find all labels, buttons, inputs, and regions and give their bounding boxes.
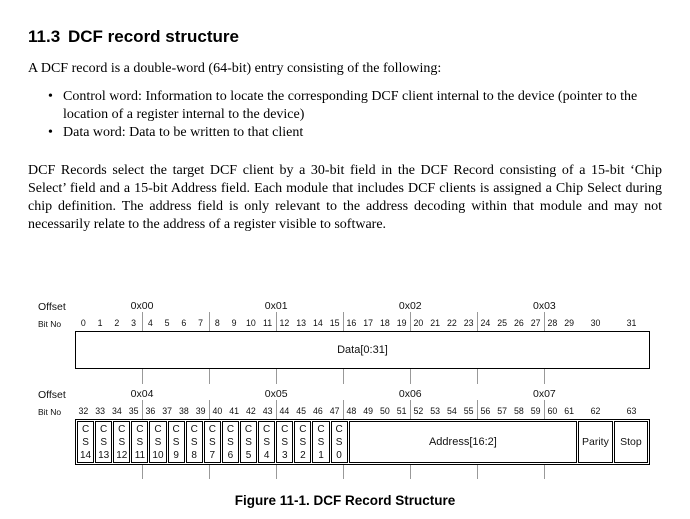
- offset-label: 0x00: [130, 300, 154, 312]
- cs-number: 11: [134, 449, 146, 461]
- cs-number: 3: [281, 449, 288, 461]
- control-word-box: [75, 419, 650, 465]
- bit-number: 52: [413, 406, 424, 416]
- cs-letter: C: [263, 423, 271, 435]
- bit-number: 62: [590, 406, 601, 416]
- tick-mark: [209, 465, 210, 479]
- tick-mark: [477, 400, 478, 419]
- tick-mark: [410, 400, 411, 419]
- offset-row: [38, 387, 650, 403]
- cs-letter: S: [100, 436, 107, 448]
- bit-number: 40: [212, 406, 223, 416]
- cs-number: 13: [98, 449, 110, 461]
- cs-letter: C: [136, 423, 144, 435]
- figure-word-data: [38, 299, 650, 385]
- bit-number: 23: [463, 318, 474, 328]
- chip-select-cell: [258, 421, 275, 463]
- bit-number: 14: [312, 318, 323, 328]
- bit-number: 27: [530, 318, 541, 328]
- bit-number: 10: [245, 318, 256, 328]
- data-field-label: Data[0:31]: [337, 344, 388, 356]
- bit-number: 4: [147, 318, 153, 328]
- stop-field-label: Stop: [620, 436, 642, 448]
- tick-mark: [142, 369, 143, 384]
- cs-letter: S: [82, 436, 89, 448]
- bit-number: 56: [480, 406, 491, 416]
- tick-mark: [343, 312, 344, 331]
- address-field-label: Address[16:2]: [428, 436, 497, 448]
- body-paragraph: DCF Records select the target DCF client by a 30-bit field in the DCF Record consisting of a 15-bit ‘Chip Select’ field and a 15-bit Address field. Each module that includes DCF clients is assigned a Chip Select during chip definition. The address field is only relevant to the address decoding within that module and may not necessarily relate to the address of a register visible to software.: [28, 163, 662, 232]
- bullet-marker: •: [48, 125, 53, 140]
- bit-number: 38: [178, 406, 189, 416]
- bit-number: 8: [214, 318, 220, 328]
- bit-number: 16: [346, 318, 357, 328]
- address-field-cell: [349, 421, 578, 463]
- bullet-text: Control word: Information to locate the corresponding DCF client internal to the device (pointer to the location of a register internal to the device): [63, 89, 638, 122]
- cs-number: 2: [300, 449, 306, 461]
- chip-select-cell: [186, 421, 203, 463]
- tick-mark: [544, 312, 545, 331]
- bullet-list: [28, 88, 662, 142]
- tick-mark: [142, 312, 143, 331]
- bit-number: 28: [547, 318, 558, 328]
- chip-select-cell: [95, 421, 112, 463]
- bit-number: 11: [263, 318, 273, 328]
- bit-number: 29: [564, 318, 575, 328]
- offset-label: 0x06: [398, 388, 422, 400]
- offset-label: 0x07: [532, 388, 556, 400]
- list-item: [28, 124, 662, 142]
- bit-number: 31: [626, 318, 637, 328]
- cs-number: 1: [318, 449, 324, 461]
- bit-number: 19: [396, 318, 407, 328]
- bit-number: 63: [626, 406, 637, 416]
- bit-number: 53: [430, 406, 441, 416]
- list-item: [28, 88, 662, 124]
- chip-select-cell: [113, 421, 130, 463]
- chip-select-cell: [240, 421, 257, 463]
- bit-number: 37: [162, 406, 173, 416]
- cs-letter: S: [190, 436, 198, 448]
- bit-number: 54: [446, 406, 457, 416]
- parity-field-label: Parity: [581, 436, 609, 448]
- bit-number-row: [38, 315, 650, 331]
- offset-label: 0x03: [532, 300, 556, 312]
- bit-number: 26: [513, 318, 524, 328]
- bit-number: 12: [279, 318, 290, 328]
- bit-number: 17: [363, 318, 374, 328]
- chip-select-cell: [77, 421, 94, 463]
- chip-select-cell: [131, 421, 148, 463]
- tick-mark: [142, 400, 143, 419]
- cs-letter: C: [172, 423, 180, 435]
- bit-row-label: Bit No: [38, 319, 62, 329]
- cs-number: 8: [191, 449, 197, 461]
- chip-select-cell: [168, 421, 185, 463]
- cs-letter: C: [81, 423, 90, 435]
- tick-mark: [544, 400, 545, 419]
- cs-letter: C: [335, 423, 343, 435]
- bit-number: 36: [145, 406, 156, 416]
- bit-number: 42: [245, 406, 256, 416]
- tick-mark: [544, 369, 545, 384]
- section-heading: [28, 27, 239, 47]
- cs-letter: C: [100, 423, 108, 435]
- cs-letter: S: [208, 436, 216, 448]
- offset-row-label: Offset: [38, 389, 66, 401]
- offset-label: 0x01: [264, 300, 288, 312]
- section-number: 11.3: [28, 27, 61, 46]
- cs-letter: S: [263, 436, 270, 448]
- chip-select-cell: [294, 421, 311, 463]
- cs-number: 9: [173, 449, 179, 461]
- tick-mark: [410, 312, 411, 331]
- tick-area: [75, 465, 650, 479]
- cs-letter: C: [118, 423, 126, 435]
- bit-number: 13: [296, 318, 307, 328]
- tick-mark: [544, 465, 545, 479]
- cs-letter: C: [226, 423, 235, 435]
- cs-letter: S: [118, 436, 126, 448]
- cs-letter: C: [244, 423, 253, 435]
- bit-number: 21: [430, 318, 441, 328]
- bit-number: 6: [181, 318, 187, 328]
- tick-mark: [209, 312, 210, 331]
- bit-number: 51: [396, 406, 407, 416]
- bit-number: 32: [78, 406, 89, 416]
- bit-number: 20: [413, 318, 424, 328]
- offset-label: 0x04: [130, 388, 154, 400]
- cs-letter: S: [335, 436, 343, 448]
- cs-number: 10: [152, 449, 164, 461]
- cs-number: 12: [116, 449, 128, 461]
- bit-number-row: [38, 403, 650, 419]
- offset-label: 0x05: [264, 388, 288, 400]
- bit-number: 43: [262, 406, 273, 416]
- bullet-text: Data word: Data to be written to that client: [63, 125, 304, 140]
- cs-letter: C: [299, 423, 307, 435]
- cs-letter: S: [317, 436, 325, 448]
- cs-letter: C: [154, 423, 162, 435]
- tick-mark: [410, 369, 411, 384]
- cs-letter: S: [172, 436, 180, 448]
- cs-number: 6: [227, 449, 234, 461]
- intro-paragraph: A DCF record is a double-word (64-bit) entry consisting of the following:: [28, 61, 442, 76]
- cs-letter: C: [208, 423, 216, 435]
- bit-number: 55: [463, 406, 474, 416]
- bit-number: 33: [95, 406, 106, 416]
- tick-mark: [343, 400, 344, 419]
- bit-number: 49: [363, 406, 374, 416]
- tick-mark: [276, 465, 277, 479]
- offset-row-label: Offset: [38, 301, 66, 313]
- bit-number: 57: [497, 406, 508, 416]
- chip-select-cell: [331, 421, 348, 463]
- tick-area: [75, 369, 650, 385]
- bit-number: 60: [547, 406, 558, 416]
- chip-select-cell: [222, 421, 239, 463]
- bit-number: 58: [513, 406, 524, 416]
- cs-number: 7: [209, 449, 216, 461]
- bit-number: 22: [446, 318, 457, 328]
- bit-number: 1: [97, 318, 103, 328]
- figure-word-control: [38, 387, 650, 479]
- chip-select-cell: [276, 421, 293, 463]
- tick-mark: [343, 465, 344, 479]
- bit-number: 46: [312, 406, 323, 416]
- cs-number: 5: [245, 449, 252, 461]
- bit-number: 9: [231, 318, 237, 328]
- tick-mark: [343, 369, 344, 384]
- tick-mark: [477, 465, 478, 479]
- cs-letter: C: [190, 423, 198, 435]
- tick-mark: [477, 369, 478, 384]
- chip-select-cell: [312, 421, 329, 463]
- bit-number: 41: [229, 406, 240, 416]
- cs-number: 4: [263, 449, 270, 461]
- cs-letter: C: [317, 423, 325, 435]
- cs-letter: S: [299, 436, 307, 448]
- bit-number: 0: [80, 318, 86, 328]
- stop-field-cell: [614, 421, 648, 463]
- bit-number: 48: [346, 406, 357, 416]
- bit-number: 3: [131, 318, 137, 328]
- chip-select-cell: [149, 421, 166, 463]
- bit-number: 59: [530, 406, 541, 416]
- tick-mark: [142, 465, 143, 479]
- cs-number: 14: [79, 449, 92, 461]
- bit-number: 25: [497, 318, 508, 328]
- bit-number: 44: [279, 406, 290, 416]
- bit-number: 47: [329, 406, 340, 416]
- figure-caption: Figure 11-1. DCF Record Structure: [234, 493, 456, 508]
- tick-mark: [209, 400, 210, 419]
- tick-mark: [410, 465, 411, 479]
- bit-number: 39: [195, 406, 206, 416]
- cs-number: 0: [336, 449, 342, 461]
- offset-label: 0x02: [398, 300, 422, 312]
- tick-mark: [276, 312, 277, 331]
- chip-select-cell: [204, 421, 221, 463]
- bit-number: 61: [564, 406, 575, 416]
- bit-number: 45: [296, 406, 307, 416]
- bit-number: 7: [198, 318, 204, 328]
- tick-mark: [209, 369, 210, 384]
- cs-letter: S: [281, 436, 289, 448]
- cs-letter: S: [245, 436, 252, 448]
- cs-letter: S: [154, 436, 162, 448]
- bit-number: 24: [480, 318, 491, 328]
- bit-row-label: Bit No: [38, 407, 62, 417]
- bullet-marker: •: [48, 89, 53, 104]
- bit-number: 15: [329, 318, 340, 328]
- cs-letter: C: [281, 423, 289, 435]
- cs-letter: S: [227, 436, 234, 448]
- data-word-box: [75, 331, 650, 369]
- bit-number: 2: [114, 318, 120, 328]
- bit-number: 50: [379, 406, 390, 416]
- parity-field-cell: [578, 421, 612, 463]
- bit-number: 18: [379, 318, 390, 328]
- dcf-record-figure: [28, 299, 650, 509]
- section-title: DCF record structure: [68, 27, 239, 46]
- tick-mark: [276, 400, 277, 419]
- offset-row: [38, 299, 650, 315]
- bit-number: 34: [111, 406, 122, 416]
- tick-mark: [276, 369, 277, 384]
- bit-number: 30: [590, 318, 601, 328]
- bit-number: 5: [164, 318, 170, 328]
- bit-number: 35: [128, 406, 139, 416]
- cs-letter: S: [136, 436, 144, 448]
- tick-mark: [477, 312, 478, 331]
